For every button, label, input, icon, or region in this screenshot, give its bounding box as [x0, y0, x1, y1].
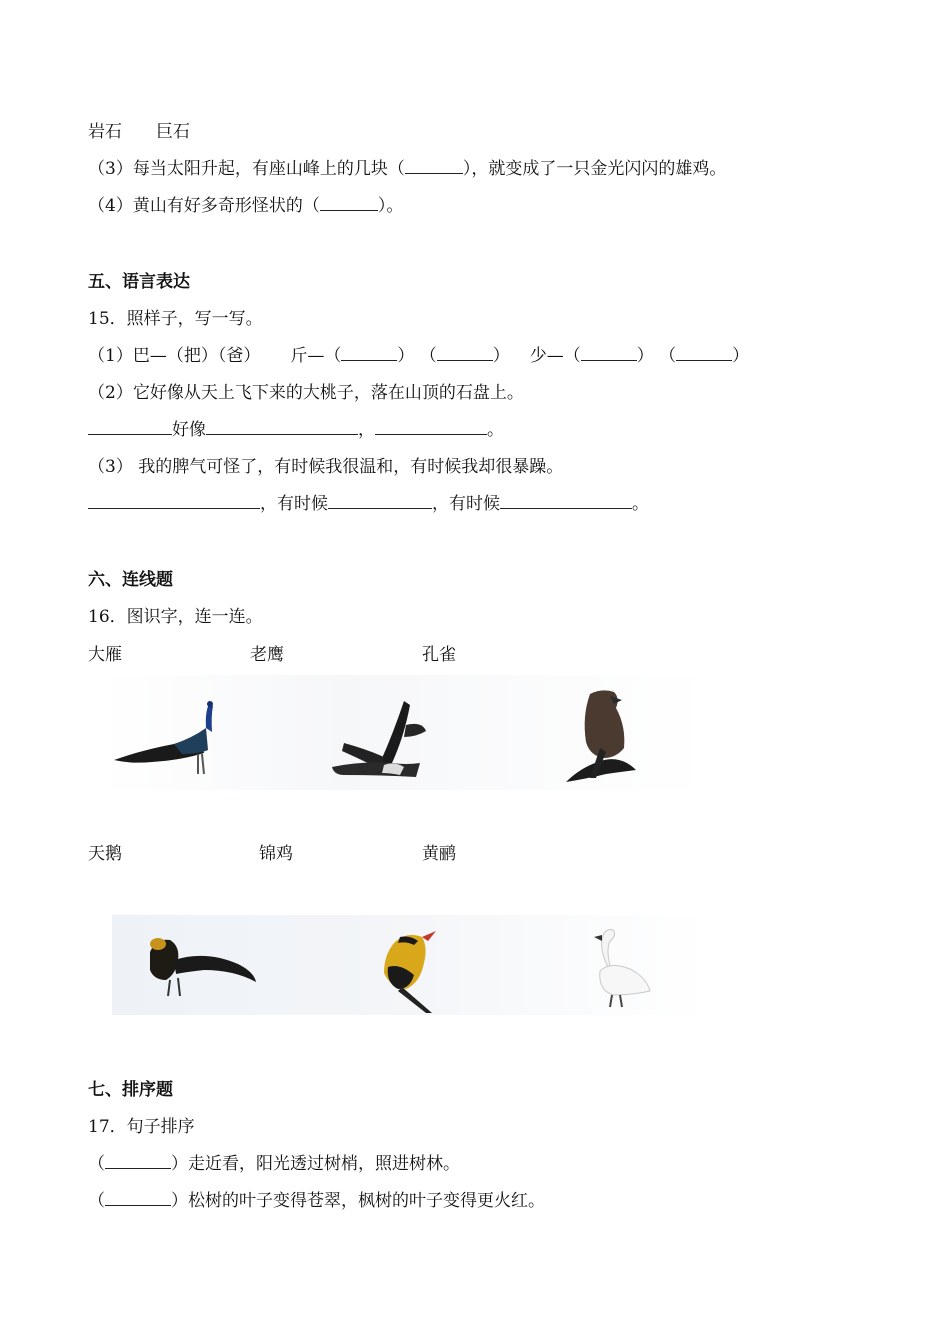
paren-open: （ — [419, 346, 437, 366]
question-15-2: （2）它好像从天上飞下来的大桃子，落在山顶的石盘上。 — [88, 383, 524, 403]
order-blank-1[interactable] — [105, 1152, 171, 1169]
youshihou-text: ，有时候 — [260, 494, 328, 514]
paren-close: ） — [732, 346, 750, 366]
word-options: 岩石 巨石 — [88, 122, 190, 142]
order-blank-2[interactable] — [105, 1189, 171, 1206]
q4-3-blank[interactable] — [405, 157, 463, 174]
label-tiane[interactable]: 天鹅 — [88, 844, 122, 864]
label-kongque[interactable]: 孔雀 — [422, 645, 456, 665]
q15-1-jin-blank-2[interactable] — [437, 344, 493, 361]
comma: ， — [358, 420, 375, 440]
q4-4-suffix: ）。 — [377, 196, 404, 216]
q4-3-prefix: （3）每当太阳升起，有座山峰上的几块（ — [88, 159, 405, 179]
golden-pheasant-picture[interactable] — [142, 930, 258, 1002]
q15-2-blank-1[interactable] — [88, 418, 172, 435]
period: 。 — [487, 420, 504, 440]
q15-3-blank-1[interactable] — [88, 492, 260, 509]
q15-1-jin: 斤—（ — [290, 346, 342, 366]
q4-4-blank[interactable] — [320, 194, 378, 211]
swan-picture[interactable] — [580, 925, 656, 1011]
q15-1-shao-blank-1[interactable] — [581, 344, 637, 361]
question-16-title: 16．图识字，连一连。 — [88, 607, 263, 627]
question-15-1 — [88, 344, 749, 368]
section-5-heading: 五、语言表达 — [88, 272, 190, 292]
paren-open: （ — [88, 1191, 105, 1211]
section-7-heading: 七、排序题 — [88, 1080, 173, 1100]
oriole-picture[interactable] — [374, 927, 438, 1015]
q4-4-prefix: （4）黄山有好多奇形怪状的（ — [88, 196, 320, 216]
paren-open: （ — [88, 1154, 105, 1174]
label-laoying[interactable]: 老鹰 — [250, 645, 284, 665]
wild-goose-picture[interactable] — [330, 697, 430, 781]
question-15-3-answer — [88, 492, 649, 516]
sentence-order-1 — [88, 1152, 460, 1176]
q4-3-suffix: ），就变成了一只金光闪闪的雄鸡。 — [462, 159, 727, 179]
eagle-picture[interactable] — [560, 686, 644, 786]
period: 。 — [632, 494, 649, 514]
section-6-heading: 六、连线题 — [88, 570, 173, 590]
question-4-4 — [88, 194, 403, 218]
q15-3-blank-3[interactable] — [500, 492, 632, 509]
q15-1-shao: 少—（ — [529, 346, 581, 366]
question-15-title: 15．照样子，写一写。 — [88, 309, 263, 329]
q15-3-blank-2[interactable] — [328, 492, 432, 509]
paren-open: （ — [659, 346, 677, 366]
label-dayan[interactable]: 大雁 — [88, 645, 122, 665]
sentence-2-text: ）松树的叶子变得苍翠，枫树的叶子变得更火红。 — [171, 1191, 545, 1211]
question-17-title: 17．句子排序 — [88, 1117, 195, 1137]
label-huangli[interactable]: 黄鹂 — [422, 844, 456, 864]
peacock-picture[interactable] — [112, 698, 222, 780]
youshihou-text: ，有时候 — [432, 494, 500, 514]
label-jinji[interactable]: 锦鸡 — [259, 844, 293, 864]
paren-close: ） — [492, 346, 510, 366]
q15-2-blank-3[interactable] — [375, 418, 487, 435]
q15-1-example: （1）巴—（把）（爸） — [88, 346, 261, 366]
paren-close: ） — [397, 346, 415, 366]
question-15-2-answer — [88, 418, 504, 442]
sentence-order-2 — [88, 1189, 545, 1213]
paren-close: ） — [636, 346, 654, 366]
sentence-1-text: ）走近看，阳光透过树梢，照进树林。 — [171, 1154, 460, 1174]
question-15-3: （3） 我的脾气可怪了，有时候我很温和，有时候我却很暴躁。 — [88, 457, 564, 477]
question-4-3 — [88, 157, 726, 181]
q15-1-shao-blank-2[interactable] — [676, 344, 732, 361]
q15-1-jin-blank-1[interactable] — [341, 344, 397, 361]
q15-2-blank-2[interactable] — [206, 418, 358, 435]
haoxiang-text: 好像 — [172, 420, 206, 440]
